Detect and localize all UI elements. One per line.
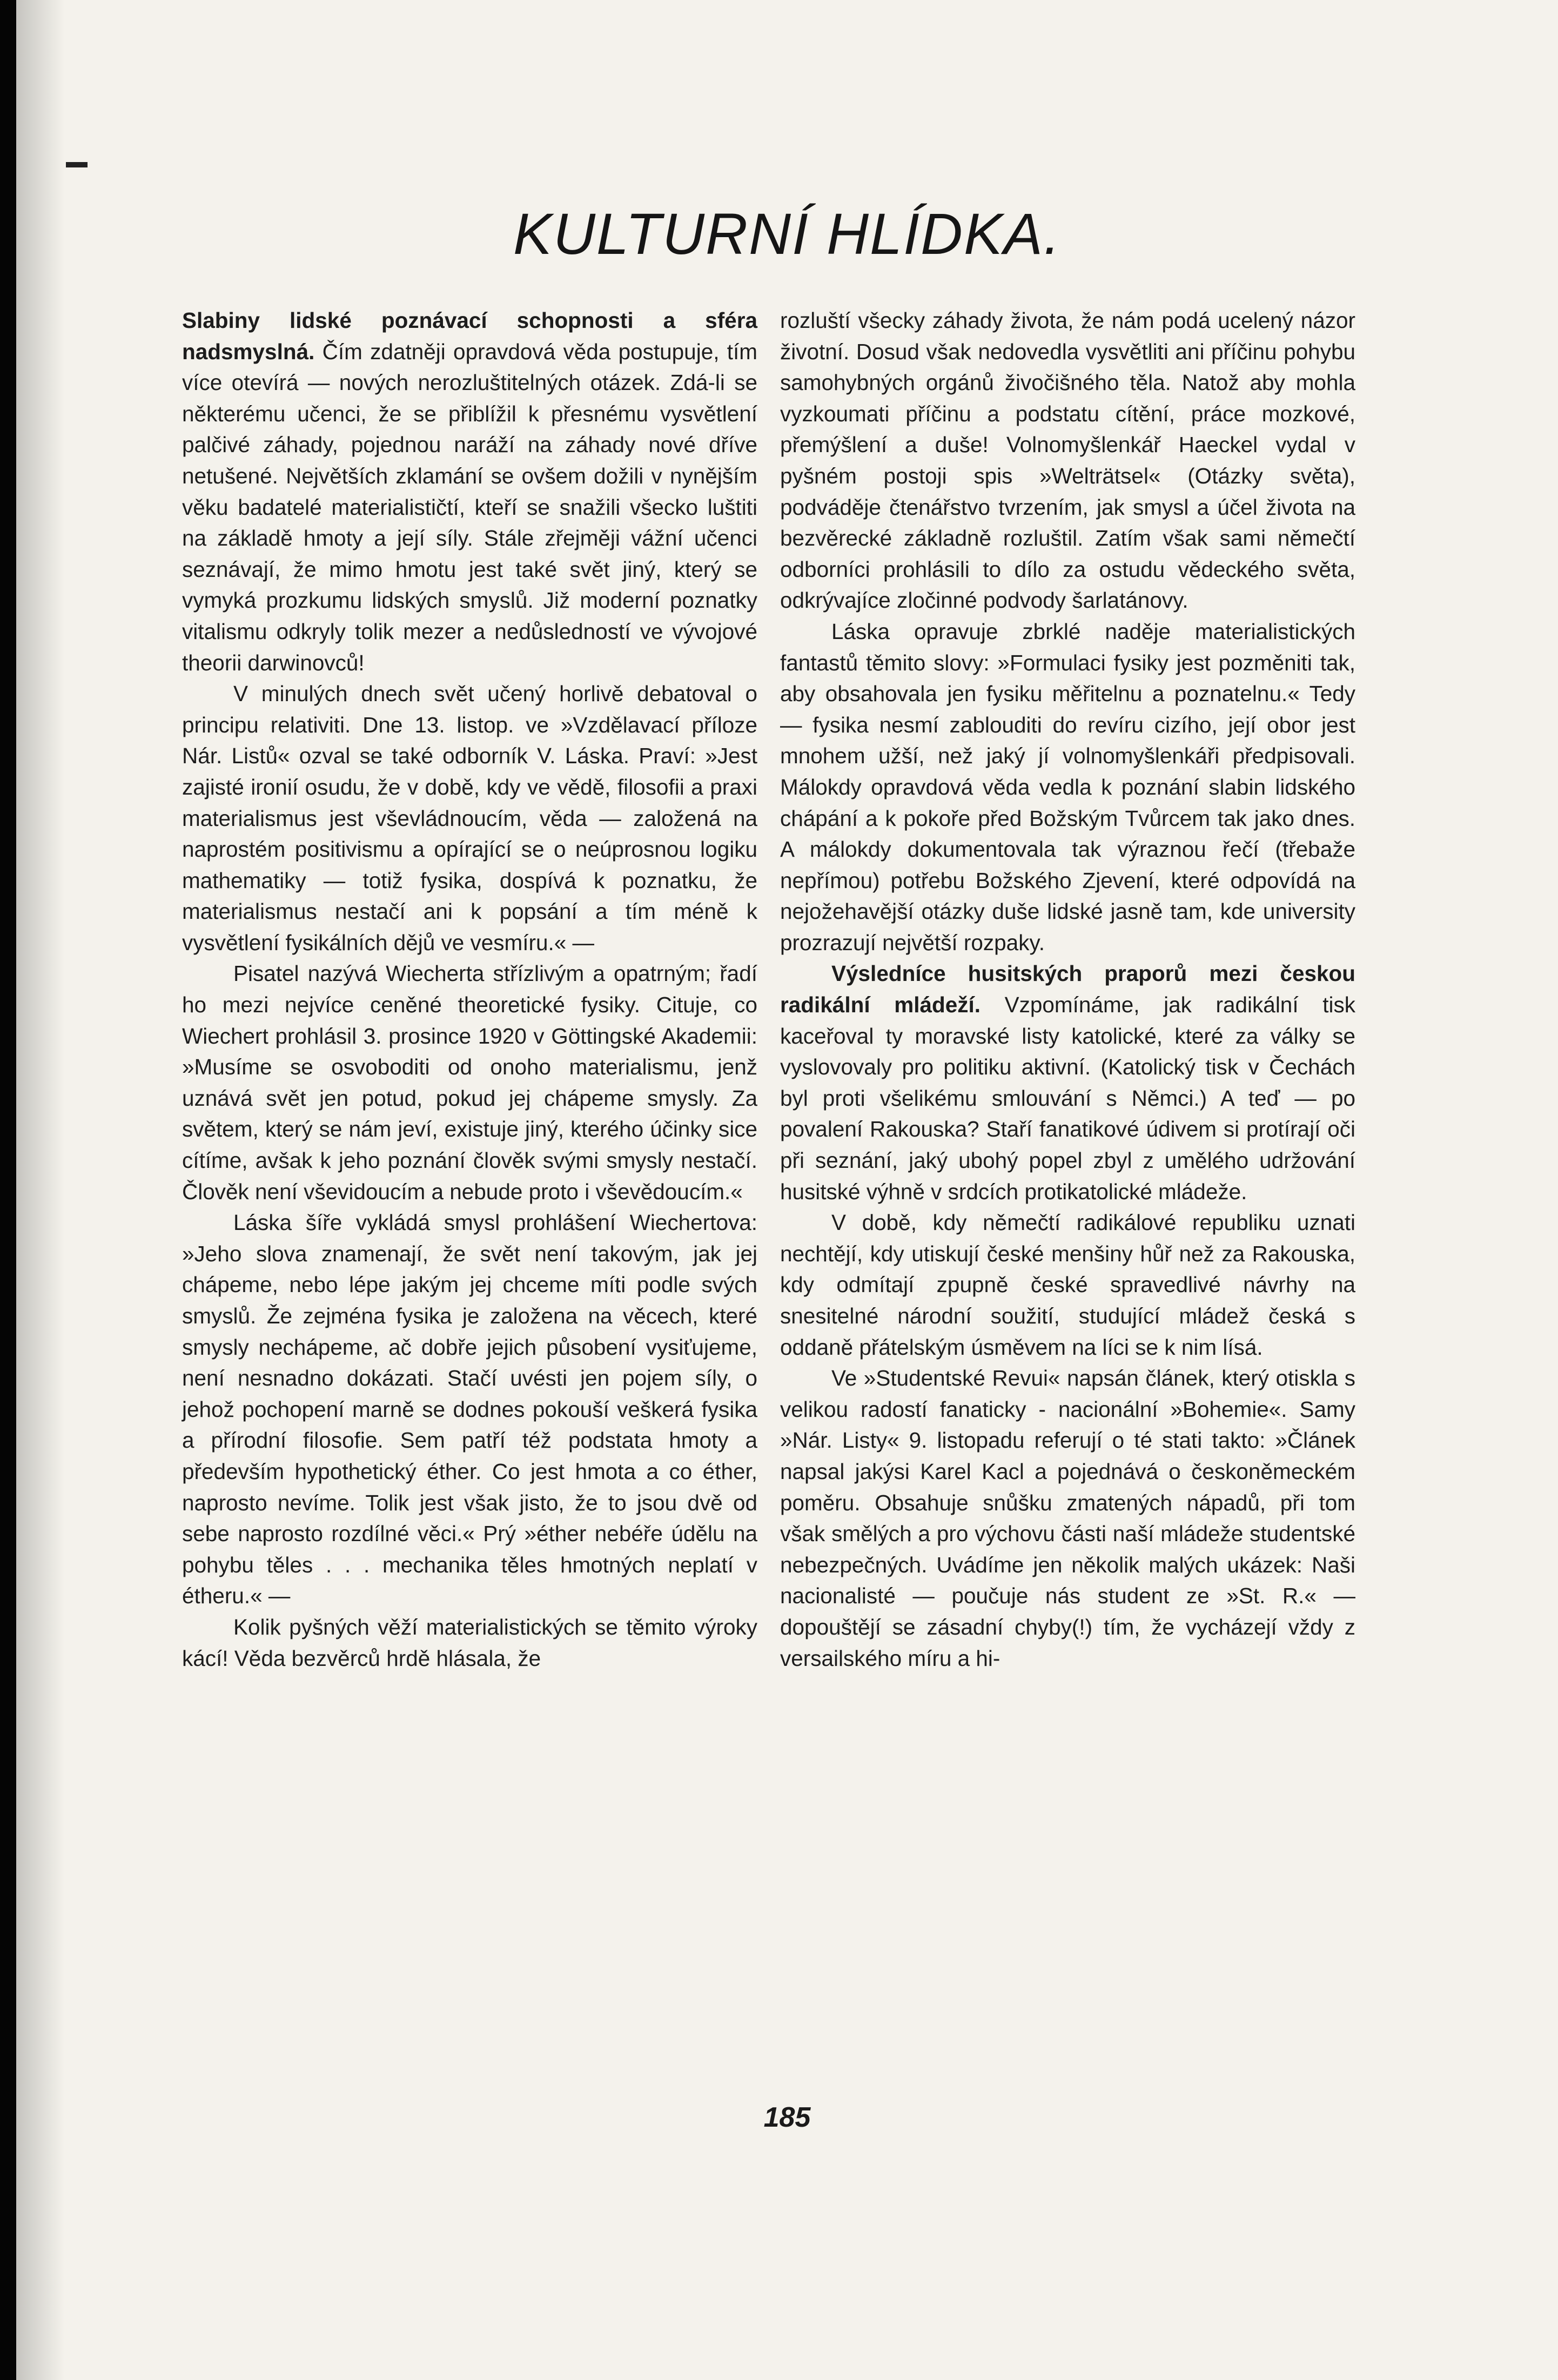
scanned-page xyxy=(16,0,1558,2380)
page-number: 185 xyxy=(763,2102,811,2133)
page-title: KULTURNÍ HLÍDKA. xyxy=(513,201,1062,266)
article-paragraph: Láska opravuje zbrklé naděje materialistických fantastů těmito slovy: »Formulaci fysiky jest pozměniti tak, aby obsahovala jen fysiku měřitelnu a poznatelnu.« Tedy — fysika nesmí zablouditi do revíru cizího, její obor jest mnohem užší, než jaký jí volnomyšlenkáři předpisovali. Málokdy opravdová věda vedla k poznání slabin lidského chápání a k pokoře před Božským Tvůrcem tak jako dnes. A málokdy dokumentovala tak výraznou řečí (třebaže nepřímou) potřebu Božského Zjevení, které odpovídá na nejožehavější otázky duše lidské jasně tam, kde university prozrazují největší rozpaky. xyxy=(780,618,1355,955)
page-edge-shadow xyxy=(16,0,65,2380)
article-paragraph: V době, kdy němečtí radikálové republiku uznati nechtějí, kdy utiskují české menšiny hůř než za Rakouska, kdy odmítají zpupně české spravedlivé návrhy na snesitelné národní soužití, studující mládež česká s oddaně přátelským úsměvem na líci se k nim lísá. xyxy=(780,1210,1355,1360)
article-paragraph xyxy=(182,305,757,678)
margin-dash-mark xyxy=(66,162,88,167)
article-paragraph: Kolik pyšných věží materialistických se těmito výroky kácí! Věda bezvěrců hrdě hlásala, že xyxy=(182,1614,757,1671)
article-heading: Slabiny lidské poznávací schopnosti a sféra nadsmyslná. xyxy=(182,308,757,364)
right-column xyxy=(780,305,1355,1674)
paragraph-text: Vzpomínáme, jak radikální tisk kaceřoval ty moravské listy katolické, které za války se vyslovovaly pro politiku aktivní. (Katolický tisk v Čechách byl proti všelikému smlouvání s Němci.) A teď — po povalení Rakouska? Staří fanatikové údivem si protírají oči při seznání, jaký ubohý popel zbyl z umělého udržování husitské výhně v srdcích protikatolické mládeže. xyxy=(780,992,1355,1204)
article-paragraph: V minulých dnech svět učený horlivě debatoval o principu relativiti. Dne 13. listop. ve »Vzdělavací příloze Nár. Listů« ozval se také odborník V. Láska. Praví: »Jest zajisté ironií osudu, že v době, kdy ve vědě, filosofii a praxi materialismus jest vševládnoucím, věda — založená na naprostém positivismu a opírající se o neúprosnou logiku mathematiky — totiž fysika, dospívá k poznatku, že materialismus nestačí ani k popsání a tím méně k vysvětlení fysikálních dějů ve vesmíru.« — xyxy=(182,681,757,955)
article-paragraph xyxy=(780,958,1355,1207)
article-heading: Výsledníce husitských praporů mezi českou radikální mládeží. xyxy=(780,961,1355,1018)
article-paragraph: Láska šíře vykládá smysl prohlášení Wiechertova: »Jeho slova znamenají, že svět není takovým, jak jej chápeme, nebo lépe jakým jej chceme míti podle svých smyslů. Že zejména fysika je založena na věcech, které smysly nechápeme, ač dobře jejich působení vysiťujeme, není nesnadno dokázati. Stačí uvésti jen pojem síly, o jehož pochopení marně se dodnes pokouší veškerá fysika a přírodní filosofie. Sem patří též podstata hmoty a především hypothetický éther. Co jest hmota a co éther, naprosto nevíme. Tolik jest však jisto, že to jsou dvě od sebe naprosto rozdílné věci.« Prý »éther nebéře údělu na pohybu těles . . . mechanika těles hmotných neplatí v étheru.« — xyxy=(182,1210,757,1609)
article-paragraph: Ve »Studentské Revui« napsán článek, který otiskla s velikou radostí fanaticky - nacionální »Bohemie«. Samy »Nár. Listy« 9. listopadu referují o té stati takto: »Článek napsal jakýsi Karel Kacl a pojednává o českoněmeckém poměru. Obsahuje snůšku zmatených nápadů, při tom však smělých a pro výchovu části naší mládeže studentské nebezpečných. Uvádíme jen několik malých ukázek: Naši nacionalisté — poučuje nás student ze »St. R.« — dopouštějí se zásadní chyby(!) tím, že vycházejí vždy z versailského míru a hi- xyxy=(780,1366,1355,1671)
article-paragraph: rozluští všecky záhady života, že nám podá ucelený názor životní. Dosud však nedovedla vysvětliti ani příčinu pohybu samohybných orgánů živočišného těla. Natož aby mohla vyzkoumati příčinu a podstatu cítění, práce mozkové, přemýšlení a duše! Volnomyšlenkář Haeckel vydal v pyšném postoji spis »Welträtsel« (Otázky světa), podváděje čtenářstvo tvrzením, jak smysl a účel života na bezvěrecké základně rozluštil. Zatím však sami němečtí odborníci prohlásili to dílo za ostudu vědeckého světa, odkrývajíce zločinné podvody šarlatánovy. xyxy=(780,308,1355,613)
article-paragraph: Pisatel nazývá Wiecherta střízlivým a opatrným; řadí ho mezi nejvíce ceněné theoretické fysiky. Cituje, co Wiechert prohlásil 3. prosince 1920 v Göttingské Akademii: »Musíme se osvoboditi od onoho materialismu, jenž uznává svět jen potud, pokud jej chápeme smysly. Za světem, který se nám jeví, existuje jiný, kterého účinky sice cítíme, avšak k jeho poznání člověk svými smysly nestačí. Člověk není vševidoucím a nebude proto i vševědoucím.« xyxy=(182,961,757,1204)
left-column xyxy=(182,305,757,1674)
paragraph-text: Čím zdatněji opravdová věda postupuje, tím více otevírá — nových nerozluštitelných otázek. Zdá-li se některému učenci, že se přiblížil k přesnému vysvětlení palčivé záhady, pojednou naráží na záhady nové dříve netušené. Největších zklamání se ovšem dožili v nynějším věku badatelé materialističtí, kteří se snažili všecko luštiti na základě hmoty a její síly. Stále zřejměji vážní učenci seznávají, že mimo hmotu jest také svět jiný, který se vymyká prozkumu lidských smyslů. Již moderní poznatky vitalismu odkryly tolik mezer a nedůsledností ve vývojové theorii darwinovců! xyxy=(182,339,757,675)
